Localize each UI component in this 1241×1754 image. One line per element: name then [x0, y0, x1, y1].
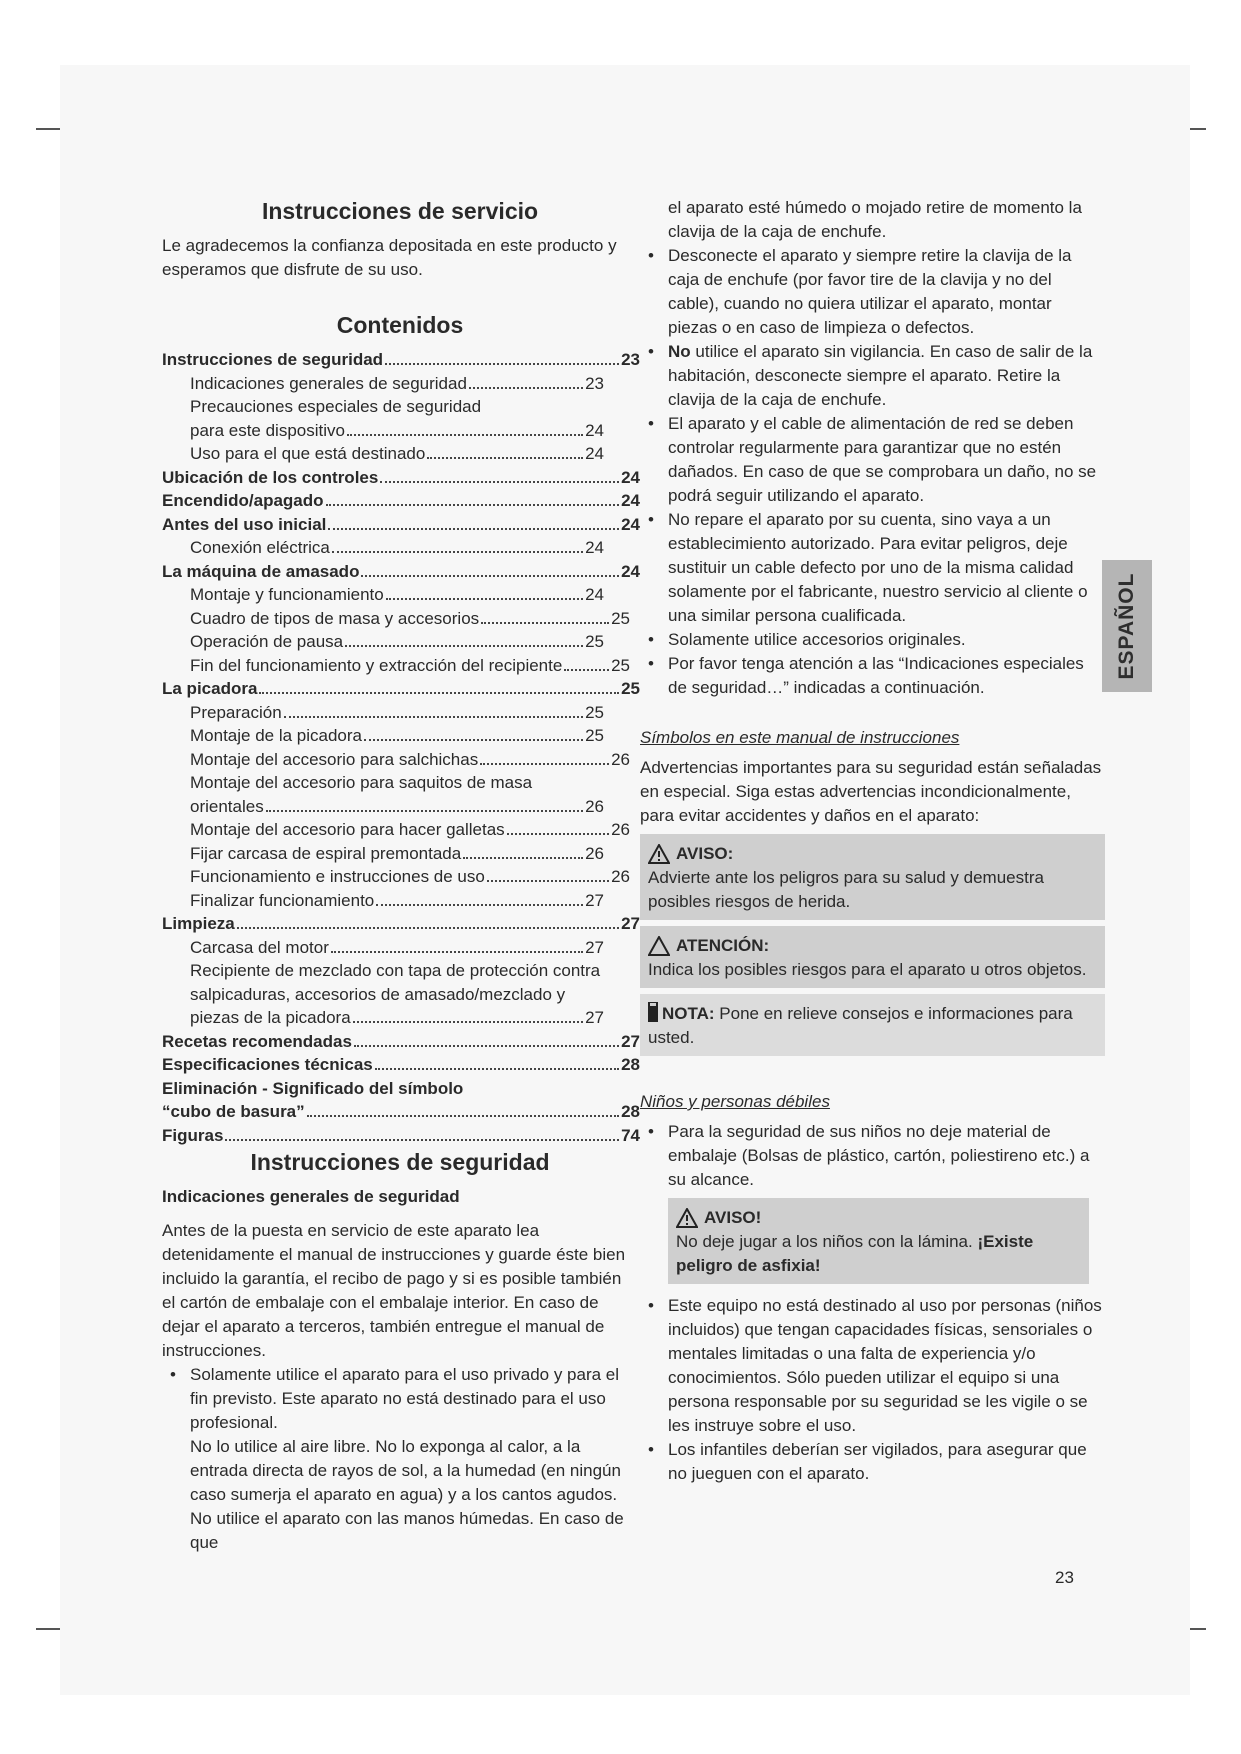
list-item: • No utilice el aparato sin vigilancia. En caso de salir de la habitación, desconecte siempre el aparato. Retire la clavija de la caja de enchufe. [640, 340, 1105, 412]
toc-entry-title: Montaje del accesorio para hacer galletas [190, 820, 505, 839]
list-item: • Solamente utilice el aparato para el uso privado y para el fin previsto. Este aparato no está destinado para el uso profesional. [162, 1363, 638, 1435]
toc-leader-dots [259, 692, 619, 694]
toc-entry [162, 536, 604, 560]
right-bullets [640, 244, 1105, 700]
toc-entry-title: Montaje del accesorio para salchichas [190, 749, 479, 769]
toc-entry-title: Eliminación - Significado del símbolo [162, 1078, 464, 1098]
caution-triangle-icon [648, 936, 670, 956]
toc-entry-page: 25 [621, 679, 640, 698]
warning-triangle-icon [648, 844, 670, 864]
toc-leader-dots [481, 622, 609, 624]
toc-entry [162, 1006, 604, 1030]
toc-entry-page: 24 [621, 467, 640, 487]
toc-entry-page: 27 [585, 937, 604, 957]
toc-entry [162, 607, 630, 631]
toc-entry-title: Montaje del accesorio para saquitos de masa [190, 773, 533, 792]
toc-entry [162, 1053, 640, 1077]
toc-entry [162, 513, 640, 537]
toc-leader-dots [237, 927, 619, 929]
toc-entry-title: Montaje y funcionamiento [190, 585, 384, 604]
intro-text: Le agradecemos la confianza depositada en este producto y esperamos que disfrute de su uso. [162, 236, 617, 279]
safety-title: Instrucciones de seguridad [250, 1149, 550, 1175]
aviso-box [640, 834, 1105, 920]
aviso2-text: No deje jugar a los niños con la lámina. [676, 1232, 978, 1251]
language-tab: ESPAÑOL [1102, 560, 1152, 692]
atencion-text: Indica los posibles riesgos para el aparato u otros objetos. [648, 960, 1087, 979]
toc-leader-dots [487, 880, 609, 882]
toc-leader-dots [364, 739, 583, 741]
toc-entry-title: Especificaciones técnicas [162, 1055, 373, 1074]
toc-entry-title: Funcionamiento e instrucciones de uso [190, 867, 485, 886]
toc-entry-title: Antes del uso inicial [162, 514, 327, 534]
toc-entry-title: Recetas recomendadas [162, 1031, 352, 1051]
toc-leader-dots [332, 551, 583, 553]
toc-entry [162, 912, 640, 936]
toc-leader-dots [507, 833, 609, 835]
toc-leader-dots [354, 1045, 619, 1047]
toc-entry-page: 27 [585, 1008, 604, 1027]
toc-entry [162, 1030, 640, 1054]
toc-entry-title: Uso para el que está destinado [190, 444, 426, 463]
toc-leader-dots [375, 1068, 619, 1070]
toc-entry-page: 25 [585, 726, 604, 745]
toc-entry [162, 1077, 640, 1101]
toc-leader-dots [376, 904, 583, 906]
toc-entry-page: 24 [621, 561, 640, 581]
toc-entry-title: Fijar carcasa de espiral premontada [190, 843, 462, 863]
nota-text: Pone en relieve consejos e informaciones para usted. [648, 1004, 1073, 1047]
toc-entry-title: Fin del funcionamiento y extracción del recipiente [190, 655, 563, 675]
toc-entry [162, 677, 640, 701]
toc-entry-title: La picadora [162, 679, 258, 698]
toc-entry-page: 26 [585, 796, 604, 816]
toc-entry-title: Montaje de la picadora [190, 726, 363, 745]
toc-entry-title: Figuras [162, 1125, 224, 1145]
toc-leader-dots [380, 481, 619, 483]
toc-entry [162, 865, 630, 889]
left-column [162, 196, 638, 1555]
info-icon [648, 1002, 658, 1022]
aviso2-heading: AVISO! [704, 1208, 762, 1227]
toc-leader-dots [331, 951, 583, 953]
toc-entry [162, 748, 630, 772]
toc-entry [162, 724, 604, 748]
toc-entry-title: Precauciones especiales de seguridad [190, 397, 482, 416]
list-item: • Este equipo no está destinado al uso por personas (niños incluidos) que tengan capacidades físicas, sensoriales o mentales limitadas o una falta de experiencia y/o conocimientos. Sólo pueden utilizar el equipo si una persona responsable por su seguridad se les vigile o se les instruye sobre el uso. [640, 1294, 1105, 1438]
warning-triangle-icon [676, 1208, 698, 1228]
toc-entry-page: 24 [621, 491, 640, 510]
toc-leader-dots [284, 716, 583, 718]
toc-leader-dots [347, 434, 583, 436]
children-bullets-1 [640, 1120, 1105, 1192]
toc-leader-dots [427, 457, 583, 459]
toc-entry-page: 26 [611, 867, 630, 886]
toc-entry [162, 395, 638, 419]
toc-entry [162, 795, 604, 819]
toc-entry-title: piezas de la picadora [190, 1008, 351, 1027]
toc-leader-dots [345, 645, 583, 647]
toc-leader-dots [463, 857, 583, 859]
toc-entry-title: para este dispositivo [190, 420, 345, 440]
toc-entry-title: orientales [190, 796, 264, 816]
toc-entry-page: 26 [611, 820, 630, 839]
toc-entry-title: Limpieza [162, 914, 235, 933]
toc-entry-title: Carcasa del motor [190, 937, 329, 957]
list-item: • Para la seguridad de sus niños no deje material de embalaje (Bolsas de plástico, cartón, poliestireno etc.) a su alcance. [640, 1120, 1105, 1192]
toc-entry-page: 74 [621, 1125, 640, 1145]
toc-entry [162, 466, 640, 490]
toc-entry-title: Instrucciones de seguridad [162, 350, 384, 369]
toc-entry [162, 771, 638, 795]
toc-entry-page: 26 [611, 749, 630, 769]
toc-entry [162, 372, 604, 396]
toc-entry [162, 936, 604, 960]
atencion-heading: ATENCIÓN: [676, 936, 770, 955]
toc-leader-dots [469, 387, 583, 389]
toc-leader-dots [361, 575, 619, 577]
children-heading: Niños y personas débiles [640, 1092, 830, 1111]
toc-entry [162, 419, 604, 443]
nota-heading: NOTA: [662, 1004, 715, 1023]
symbols-paragraph: Advertencias importantes para su seguridad están señaladas en especial. Siga estas advertencias incondicionalmente, para evitar accidentes y daños en el aparato: [640, 758, 1102, 825]
toc-entry-page: 26 [585, 843, 604, 863]
toc-leader-dots [564, 669, 609, 671]
toc-entry-page: 24 [585, 444, 604, 463]
toc-entry [162, 442, 604, 466]
toc-entry-title: Finalizar funcionamiento [190, 890, 375, 910]
toc-leader-dots [480, 763, 609, 765]
toc-entry-title: Conexión eléctrica [190, 538, 330, 557]
toc-entry-title: Operación de pausa [190, 632, 344, 651]
children-bullets-2 [640, 1294, 1105, 1486]
toc-entry [162, 983, 638, 1007]
list-item: • Desconecte el aparato y siempre retire la clavija de la caja de enchufe (por favor tire de la clavija y no del cable), cuando no quiera utilizar el aparato, montar piezas o en caso de limpieza o defectos. [640, 244, 1105, 340]
toc-entry-title: Indicaciones generales de seguridad [190, 373, 467, 393]
list-item: • El aparato y el cable de alimentación de red se deben controlar regularmente para garantizar que no estén dañados. En caso de que se comprobara un daño, no se podrá seguir utilizando el aparato. [640, 412, 1105, 508]
toc-leader-dots [225, 1139, 619, 1141]
list-item: • No repare el aparato por su cuenta, sino vaya a un establecimiento autorizado. Para evitar peligros, deje sustituir un cable defecto por uno de la misma calidad solamente por el fabricante, nuestro servicio al cliente o una similar persona cualificada. [640, 508, 1105, 628]
toc-entry-title: La máquina de amasado [162, 561, 360, 581]
page-number: 23 [1055, 1568, 1074, 1587]
toc-leader-dots [328, 528, 619, 530]
atencion-box [640, 926, 1105, 988]
aviso-heading: AVISO: [676, 844, 734, 863]
toc-entry-title: Ubicación de los controles [162, 467, 379, 487]
toc-entry [162, 1100, 640, 1124]
safety-paragraph: Antes de la puesta en servicio de este aparato lea detenidamente el manual de instrucciones y guarde éste bien incluido la garantía, el recibo de pago y si es posible también el cartón de embalaje con el embalaje interior. En caso de dejar el aparato a terceros, también entregue el manual de instrucciones. [162, 1221, 626, 1360]
toc-entry-title: Recipiente de mezclado con tapa de protección contra [190, 961, 601, 980]
toc-leader-dots [385, 363, 619, 365]
toc-leader-dots [386, 598, 583, 600]
symbols-heading: Símbolos en este manual de instrucciones [640, 728, 960, 747]
toc-leader-dots [266, 810, 583, 812]
aviso-children-box [668, 1198, 1089, 1284]
toc-entry [162, 818, 630, 842]
toc-entry-page: 23 [621, 350, 640, 369]
toc-entry-page: 28 [621, 1055, 640, 1074]
toc-entry-page: 25 [611, 655, 630, 675]
toc-entry-title: salpicaduras, accesorios de amasado/mezclado y [190, 984, 566, 1004]
toc-entry-page: 24 [585, 420, 604, 440]
aviso2-bold: ¡Existe peligro de asfixia! [676, 1232, 1034, 1275]
table-of-contents [162, 348, 638, 1147]
toc-entry [162, 959, 638, 983]
toc-entry [162, 583, 604, 607]
toc-entry-page: 25 [585, 702, 604, 722]
toc-entry-title: “cubo de basura” [162, 1102, 305, 1121]
toc-entry-title: Preparación [190, 702, 282, 722]
toc-entry [162, 842, 604, 866]
toc-entry [162, 489, 640, 513]
toc-entry [162, 348, 640, 372]
toc-entry-page: 23 [585, 373, 604, 393]
toc-entry-page: 24 [585, 585, 604, 604]
toc-entry-page: 25 [585, 632, 604, 651]
toc-entry-page: 25 [611, 608, 630, 628]
toc-entry [162, 889, 604, 913]
toc-entry-title: Encendido/apagado [162, 491, 324, 510]
toc-entry-page: 24 [621, 514, 640, 534]
toc-entry-page: 27 [585, 890, 604, 910]
toc-leader-dots [353, 1021, 583, 1023]
toc-leader-dots [307, 1115, 619, 1117]
toc-entry-page: 27 [621, 1031, 640, 1051]
toc-entry [162, 1124, 640, 1148]
safety-bullet-continuation: No lo utilice al aire libre. No lo exponga al calor, a la entrada directa de rayos de sol, a la humedad (en ningún caso sumerja el aparato en agua) y a los cantos agudos. No utilice el aparato con las manos húmedas. En caso de que [190, 1437, 624, 1552]
toc-entry [162, 654, 630, 678]
nota-box [640, 994, 1105, 1056]
list-item: • Solamente utilice accesorios originales. [640, 628, 1105, 652]
aviso-text: Advierte ante los peligros para su salud y demuestra posibles riesgos de herida. [648, 868, 1044, 911]
page-title: Instrucciones de servicio [261, 198, 539, 224]
toc-entry [162, 560, 640, 584]
safety-bullets [162, 1363, 638, 1435]
continued-text: el aparato esté húmedo o mojado retire de momento la clavija de la caja de enchufe. [668, 198, 1082, 241]
safety-subhead: Indicaciones generales de seguridad [162, 1187, 460, 1206]
toc-entry-page: 27 [621, 914, 640, 933]
right-column [640, 196, 1105, 1486]
toc-entry-title: Cuadro de tipos de masa y accesorios [190, 608, 480, 628]
toc-entry-page: 28 [621, 1102, 640, 1121]
list-item: • Por favor tenga atención a las “Indicaciones especiales de seguridad…” indicadas a continuación. [640, 652, 1105, 700]
toc-entry [162, 701, 604, 725]
toc-entry [162, 630, 604, 654]
list-item: • Los infantiles deberían ser vigilados, para asegurar que no jueguen con el aparato. [640, 1438, 1105, 1486]
toc-title: Contenidos [336, 312, 464, 338]
toc-leader-dots [326, 504, 620, 506]
toc-entry-page: 24 [585, 538, 604, 557]
